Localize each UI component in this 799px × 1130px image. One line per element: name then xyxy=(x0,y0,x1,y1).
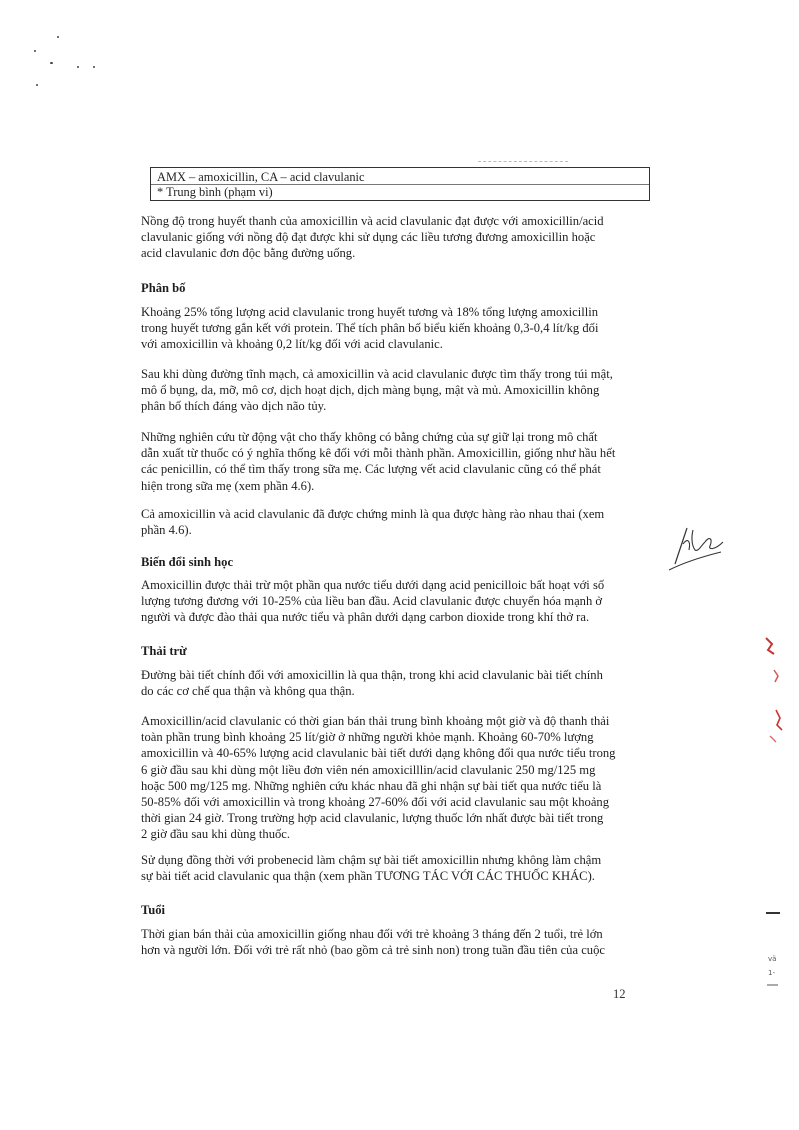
paragraph-animal-studies: Những nghiên cứu từ động vật cho thấy không có bằng chứng của sự giữ lại trong mô chất dẫn xuất từ thuốc có ý nghĩa thống kê đối với mỗi thành phần. Amoxicillin, giống như hầu hết các penicillin, có thể tìm thấy trong sữa mẹ. Các lượng vết acid clavulanic cũng có thể phát hiện trong sữa mẹ (xem phần 4.6). xyxy=(141,430,616,493)
paragraph-iv-distribution: Sau khi dùng đường tĩnh mạch, cả amoxicillin và acid clavulanic được tìm thấy trong túi mật, mô ổ bụng, da, mỡ, mô cơ, dịch hoạt dịch, dịch màng bụng, mật và mủ. Amoxicillin không phân bố thích đáng vào dịch não tủy. xyxy=(141,367,613,414)
heading-biotransformation: Biến đổi sinh học xyxy=(141,555,234,569)
footnote-abbreviations: AMX – amoxicillin, CA – acid clavulanic xyxy=(157,170,365,184)
red-stamp-fragment xyxy=(760,630,796,750)
scan-speck xyxy=(50,62,53,64)
handwritten-initials xyxy=(665,520,735,580)
paragraph-serum-concentration: Nồng độ trong huyết thanh của amoxicillin và acid clavulanic đạt được với amoxicillin/acid clavulanic giống với nồng độ đạt được khi sử dụng các liều tương đương amoxicillin hoặc acid clavulanic đơn độc bằng đường uống. xyxy=(141,214,604,261)
paragraph-metabolism: Amoxicillin được thải trừ một phần qua nước tiểu dưới dạng acid penicilloic bất hoạt với số lượng tương đương với 10-25% của liều ban đầu. Acid clavulanic được chuyển hóa mạnh ở người và được đào thải qua nước tiểu và phân dưới dạng carbon dioxide trong khí thở ra. xyxy=(141,578,605,625)
paragraph-age-half-life: Thời gian bán thải của amoxicillin giống nhau đối với trẻ khoảng 3 tháng đến 2 tuổi, trẻ lớn hơn và người lớn. Đối với trẻ rất nhỏ (bao gồm cả trẻ sinh non) trong tuần đầu tiên của cuộc xyxy=(141,927,605,958)
scan-speck xyxy=(36,84,38,86)
margin-marks xyxy=(764,905,794,995)
paragraph-excretion-route: Đường bài tiết chính đối với amoxicillin là qua thận, trong khi acid clavulanic bài tiết chính do các cơ chế qua thận và không qua thận. xyxy=(141,668,603,699)
page-number: 12 xyxy=(613,987,626,1001)
scan-speck xyxy=(77,66,79,68)
footnote-note: * Trung bình (phạm vi) xyxy=(157,185,273,199)
table-top-rule xyxy=(478,161,568,162)
heading-age: Tuổi xyxy=(141,903,166,917)
svg-text:vä: vä xyxy=(768,955,777,963)
paragraph-protein-binding: Khoảng 25% tổng lượng acid clavulanic trong huyết tương và 18% tổng lượng amoxicillin trong huyết tương gắn kết với protein. Thể tích phân bố biểu kiến khoảng 0,3-0,4 lít/kg đối với amoxicillin và khoảng 0,2 lít/kg đối với acid clavulanic. xyxy=(141,305,599,352)
scan-speck xyxy=(57,36,59,38)
paragraph-probenecid: Sử dụng đồng thời với probenecid làm chậm sự bài tiết amoxicillin nhưng không làm chậm sự bài tiết acid clavulanic qua thận (xem phần TƯƠNG TÁC VỚI CÁC THUỐC KHÁC). xyxy=(141,853,602,884)
heading-elimination: Thải trừ xyxy=(141,644,187,658)
paragraph-placenta: Cả amoxicillin và acid clavulanic đã được chứng minh là qua được hàng rào nhau thai (xem phần 4.6). xyxy=(141,507,605,538)
paragraph-half-life: Amoxicillin/acid clavulanic có thời gian bán thải trung bình khoảng một giờ và độ thanh thải toàn phần trung bình khoảng 25 lít/giờ ở những người khỏe mạnh. Khoảng 60-70% lượng amoxicillin và 40-65% lượng acid clavulanic bài tiết dưới dạng không đổi qua nước tiểu trong 6 giờ đầu sau khi dùng một liều đơn viên nén amoxicilllin/acid clavulanic 250 mg/125 mg hoặc 500 mg/125 mg. Những nghiên cứu khác nhau đã ghi nhận sự bài tiết qua nước tiểu là 50-85% đối với amoxicillin và trong khoảng 27-60% đối với acid clavulanic sau một khoảng thời gian 24 giờ. Trong trường hợp acid clavulanic, lượng thuốc lớn nhất được bài tiết trong 2 giờ đầu sau khi dùng thuốc. xyxy=(141,714,616,842)
heading-distribution: Phân bố xyxy=(141,281,186,295)
scan-speck xyxy=(34,50,36,52)
table-footnote-box xyxy=(150,167,650,201)
scan-speck xyxy=(93,66,95,68)
svg-text:1-: 1- xyxy=(768,969,775,977)
